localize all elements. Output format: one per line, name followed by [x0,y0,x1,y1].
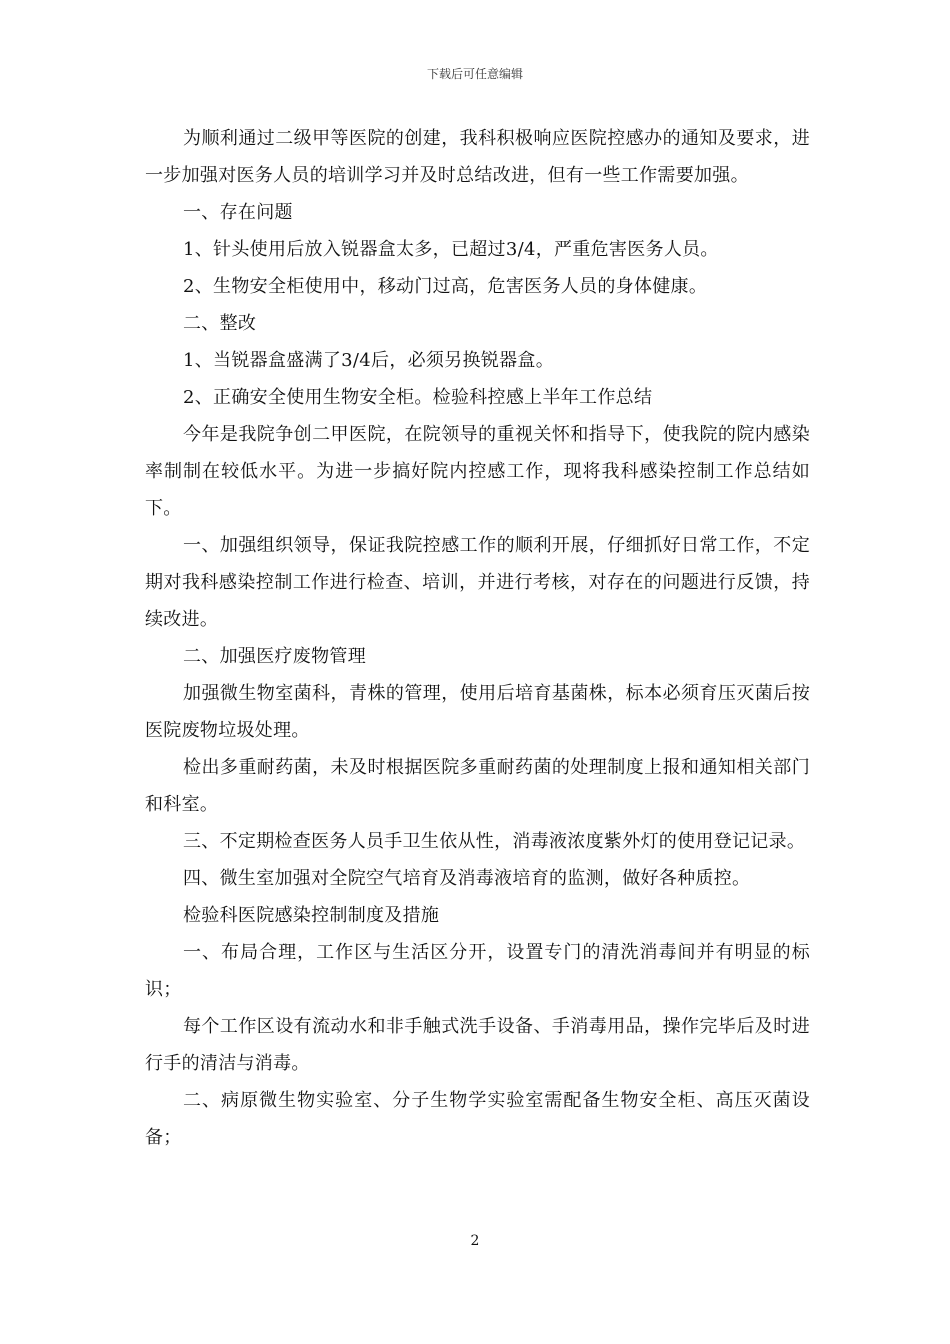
paragraph: 为顺利通过二级甲等医院的创建，我科积极响应医院控感办的通知及要求，进一步加强对医务人员的培训学习并及时总结改进，但有一些工作需要加强。 [145,128,810,186]
document-body [145,120,810,1156]
section-heading: 二、整改 [183,313,257,334]
paragraph: 2、正确安全使用生物安全柜。检验科控感上半年工作总结 [183,387,653,408]
paragraph: 一、布局合理，工作区与生活区分开，设置专门的清洗消毒间并有明显的标识； [145,942,810,1000]
paragraph: 今年是我院争创二甲医院，在院领导的重视关怀和指导下，使我院的院内感染率制制在较低水平。为进一步搞好院内控感工作，现将我科感染控制工作总结如下。 [145,424,810,519]
paragraph: 四、微生室加强对全院空气培育及消毒液培育的监测，做好各种质控。 [183,868,751,889]
section-heading: 检验科医院感染控制制度及措施 [183,905,440,926]
section-heading: 二、加强医疗废物管理 [183,646,366,667]
page-header: 下载后可任意编辑 [426,67,523,81]
paragraph: 三、不定期检查医务人员手卫生依从性，消毒液浓度紫外灯的使用登记记录。 [183,831,806,852]
paragraph: 1、当锐器盒盛满了3/4后，必须另换锐器盒。 [183,350,555,371]
paragraph: 检出多重耐药菌，未及时根据医院多重耐药菌的处理制度上报和通知相关部门和科室。 [145,757,810,815]
paragraph: 一、加强组织领导，保证我院控感工作的顺利开展，仔细抓好日常工作，不定期对我科感染控制工作进行检查、培训，并进行考核，对存在的问题进行反馈，持续改进。 [145,535,810,630]
paragraph: 加强微生物室菌科，青株的管理，使用后培育基菌株，标本必须育压灭菌后按医院废物垃圾处理。 [145,683,810,741]
paragraph: 二、病原微生物实验室、分子生物学实验室需配备生物安全柜、高压灭菌设备； [145,1090,810,1148]
paragraph: 每个工作区设有流动水和非手触式洗手设备、手消毒用品，操作完毕后及时进行手的清洁与消毒。 [145,1016,810,1074]
page-number: 2 [470,1233,480,1249]
paragraph: 2、生物安全柜使用中，移动门过高，危害医务人员的身体健康。 [183,276,708,297]
paragraph: 1、针头使用后放入锐器盒太多，已超过3/4，严重危害医务人员。 [183,239,719,260]
section-heading: 一、存在问题 [183,202,293,223]
